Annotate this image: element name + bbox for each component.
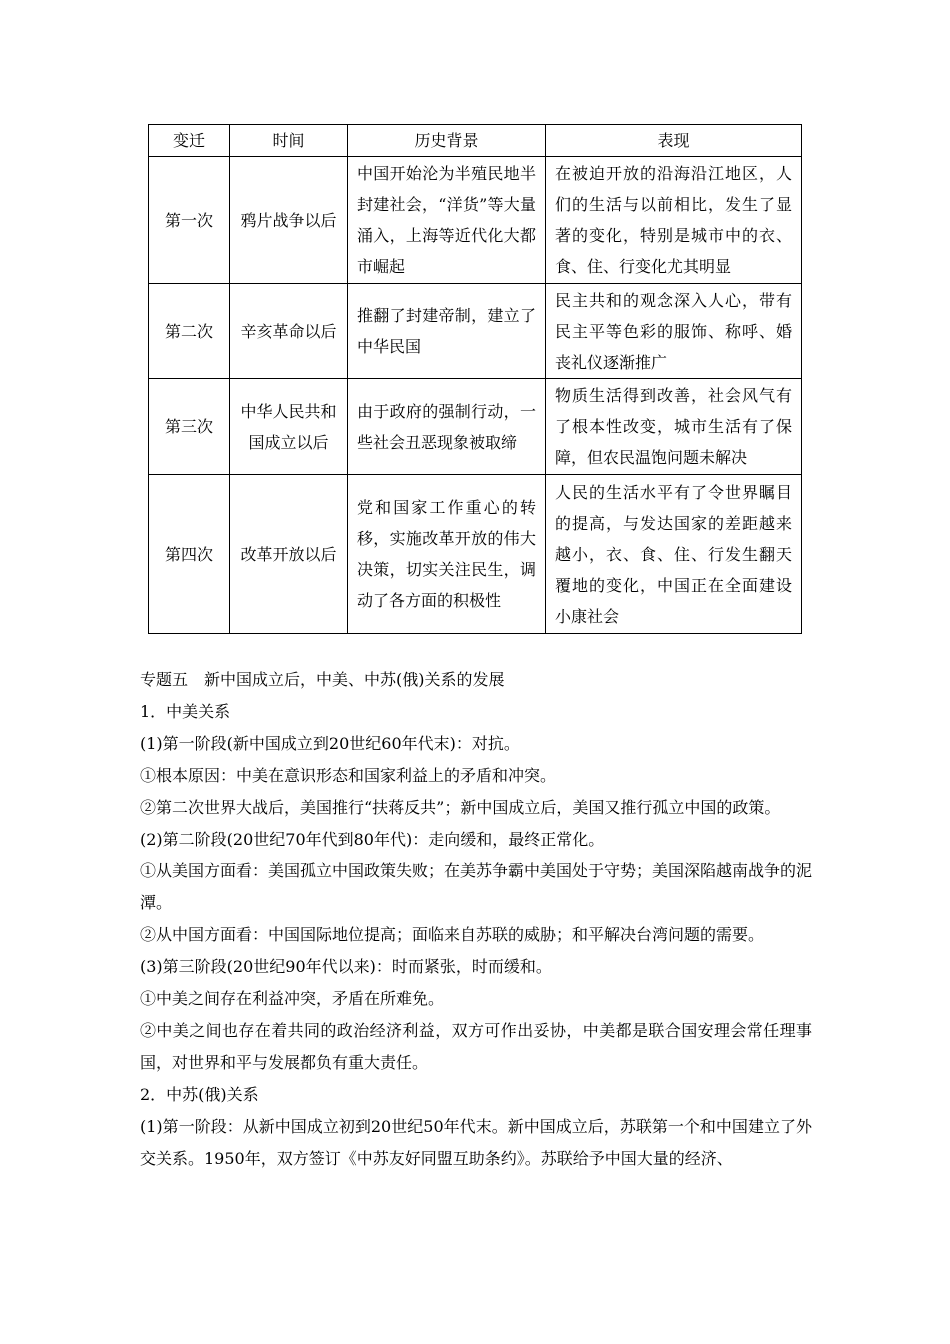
cell-performance: 人民的生活水平有了令世界瞩目的提高，与发达国家的差距越来越小，衣、食、住、行发生翻天覆地的变化，中国正在全面建设小康社会 [546,475,802,634]
cell-background: 党和国家工作重心的转移，实施改革开放的伟大决策，切实关注民生，调动了各方面的积极性 [348,475,546,634]
cell-change: 第四次 [149,475,230,634]
table-row [149,475,802,634]
cell-time: 鸦片战争以后 [230,157,348,284]
paragraph: ②从中国方面看：中国国际地位提高；面临来自苏联的威胁；和平解决台湾问题的需要。 [140,925,765,945]
cell-performance: 物质生活得到改善，社会风气有了根本性改变，城市生活有了保障，但农民温饱问题未解决 [546,379,802,475]
paragraph: ①从美国方面看：美国孤立中国政策失败；在美苏争霸中美国处于守势；美国深陷越南战争的泥潭。 [140,861,813,913]
paragraph: ①根本原因：中美在意识形态和国家利益上的矛盾和冲突。 [140,765,557,785]
paragraph: ②第二次世界大战后，美国推行“扶蒋反共”；新中国成立后，美国又推行孤立中国的政策。 [140,797,781,817]
paragraph: (1)第一阶段：从新中国成立初到20世纪50年代末。新中国成立后，苏联第一个和中国建立了外交关系。1950年，双方签订《中苏友好同盟互助条约》。苏联给予中国大量的经济、 [140,1116,812,1168]
social-change-table [148,124,802,634]
header-performance: 表现 [546,125,802,157]
cell-time: 中华人民共和国成立以后 [230,379,348,475]
table-row [149,379,802,475]
cell-performance: 在被迫开放的沿海沿江地区，人们的生活与以前相比，发生了显著的变化，特别是城市中的衣、食、住、行变化尤其明显 [546,157,802,284]
cell-change: 第三次 [149,379,230,475]
paragraph: (3)第三阶段(20世纪90年代以来)：时而紧张，时而缓和。 [140,957,552,977]
subsection-heading: 1．中美关系 [140,701,231,721]
cell-time: 辛亥革命以后 [230,284,348,379]
cell-background: 由于政府的强制行动，一些社会丑恶现象被取缔 [348,379,546,475]
cell-background: 推翻了封建帝制，建立了中华民国 [348,284,546,379]
paragraph: (1)第一阶段(新中国成立到20世纪60年代末)：对抗。 [140,733,520,753]
cell-time: 改革开放以后 [230,475,348,634]
section-heading: 专题五 新中国成立后，中美、中苏(俄)关系的发展 [140,670,505,689]
cell-change: 第二次 [149,284,230,379]
paragraph: ②中美之间也存在着共同的政治经济利益，双方可作出妥协，中美都是联合国安理会常任理事国，对世界和平与发展都负有重大责任。 [140,1020,812,1072]
header-change: 变迁 [149,125,230,157]
header-time: 时间 [230,125,348,157]
cell-change: 第一次 [149,157,230,284]
header-background: 历史背景 [348,125,546,157]
cell-performance: 民主共和的观念深入人心，带有民主平等色彩的服饰、称呼、婚丧礼仪逐渐推广 [546,284,802,379]
paragraph: ①中美之间存在利益冲突，矛盾在所难免。 [140,989,445,1009]
table-row [149,157,802,284]
table-header-row [149,125,802,157]
table-row [149,284,802,379]
subsection-heading: 2．中苏(俄)关系 [140,1084,259,1104]
body-text [140,664,812,1175]
paragraph: (2)第二阶段(20世纪70年代到80年代)：走向缓和，最终正常化。 [140,829,605,849]
cell-background: 中国开始沦为半殖民地半封建社会，“洋货”等大量涌入，上海等近代化大都市崛起 [348,157,546,284]
